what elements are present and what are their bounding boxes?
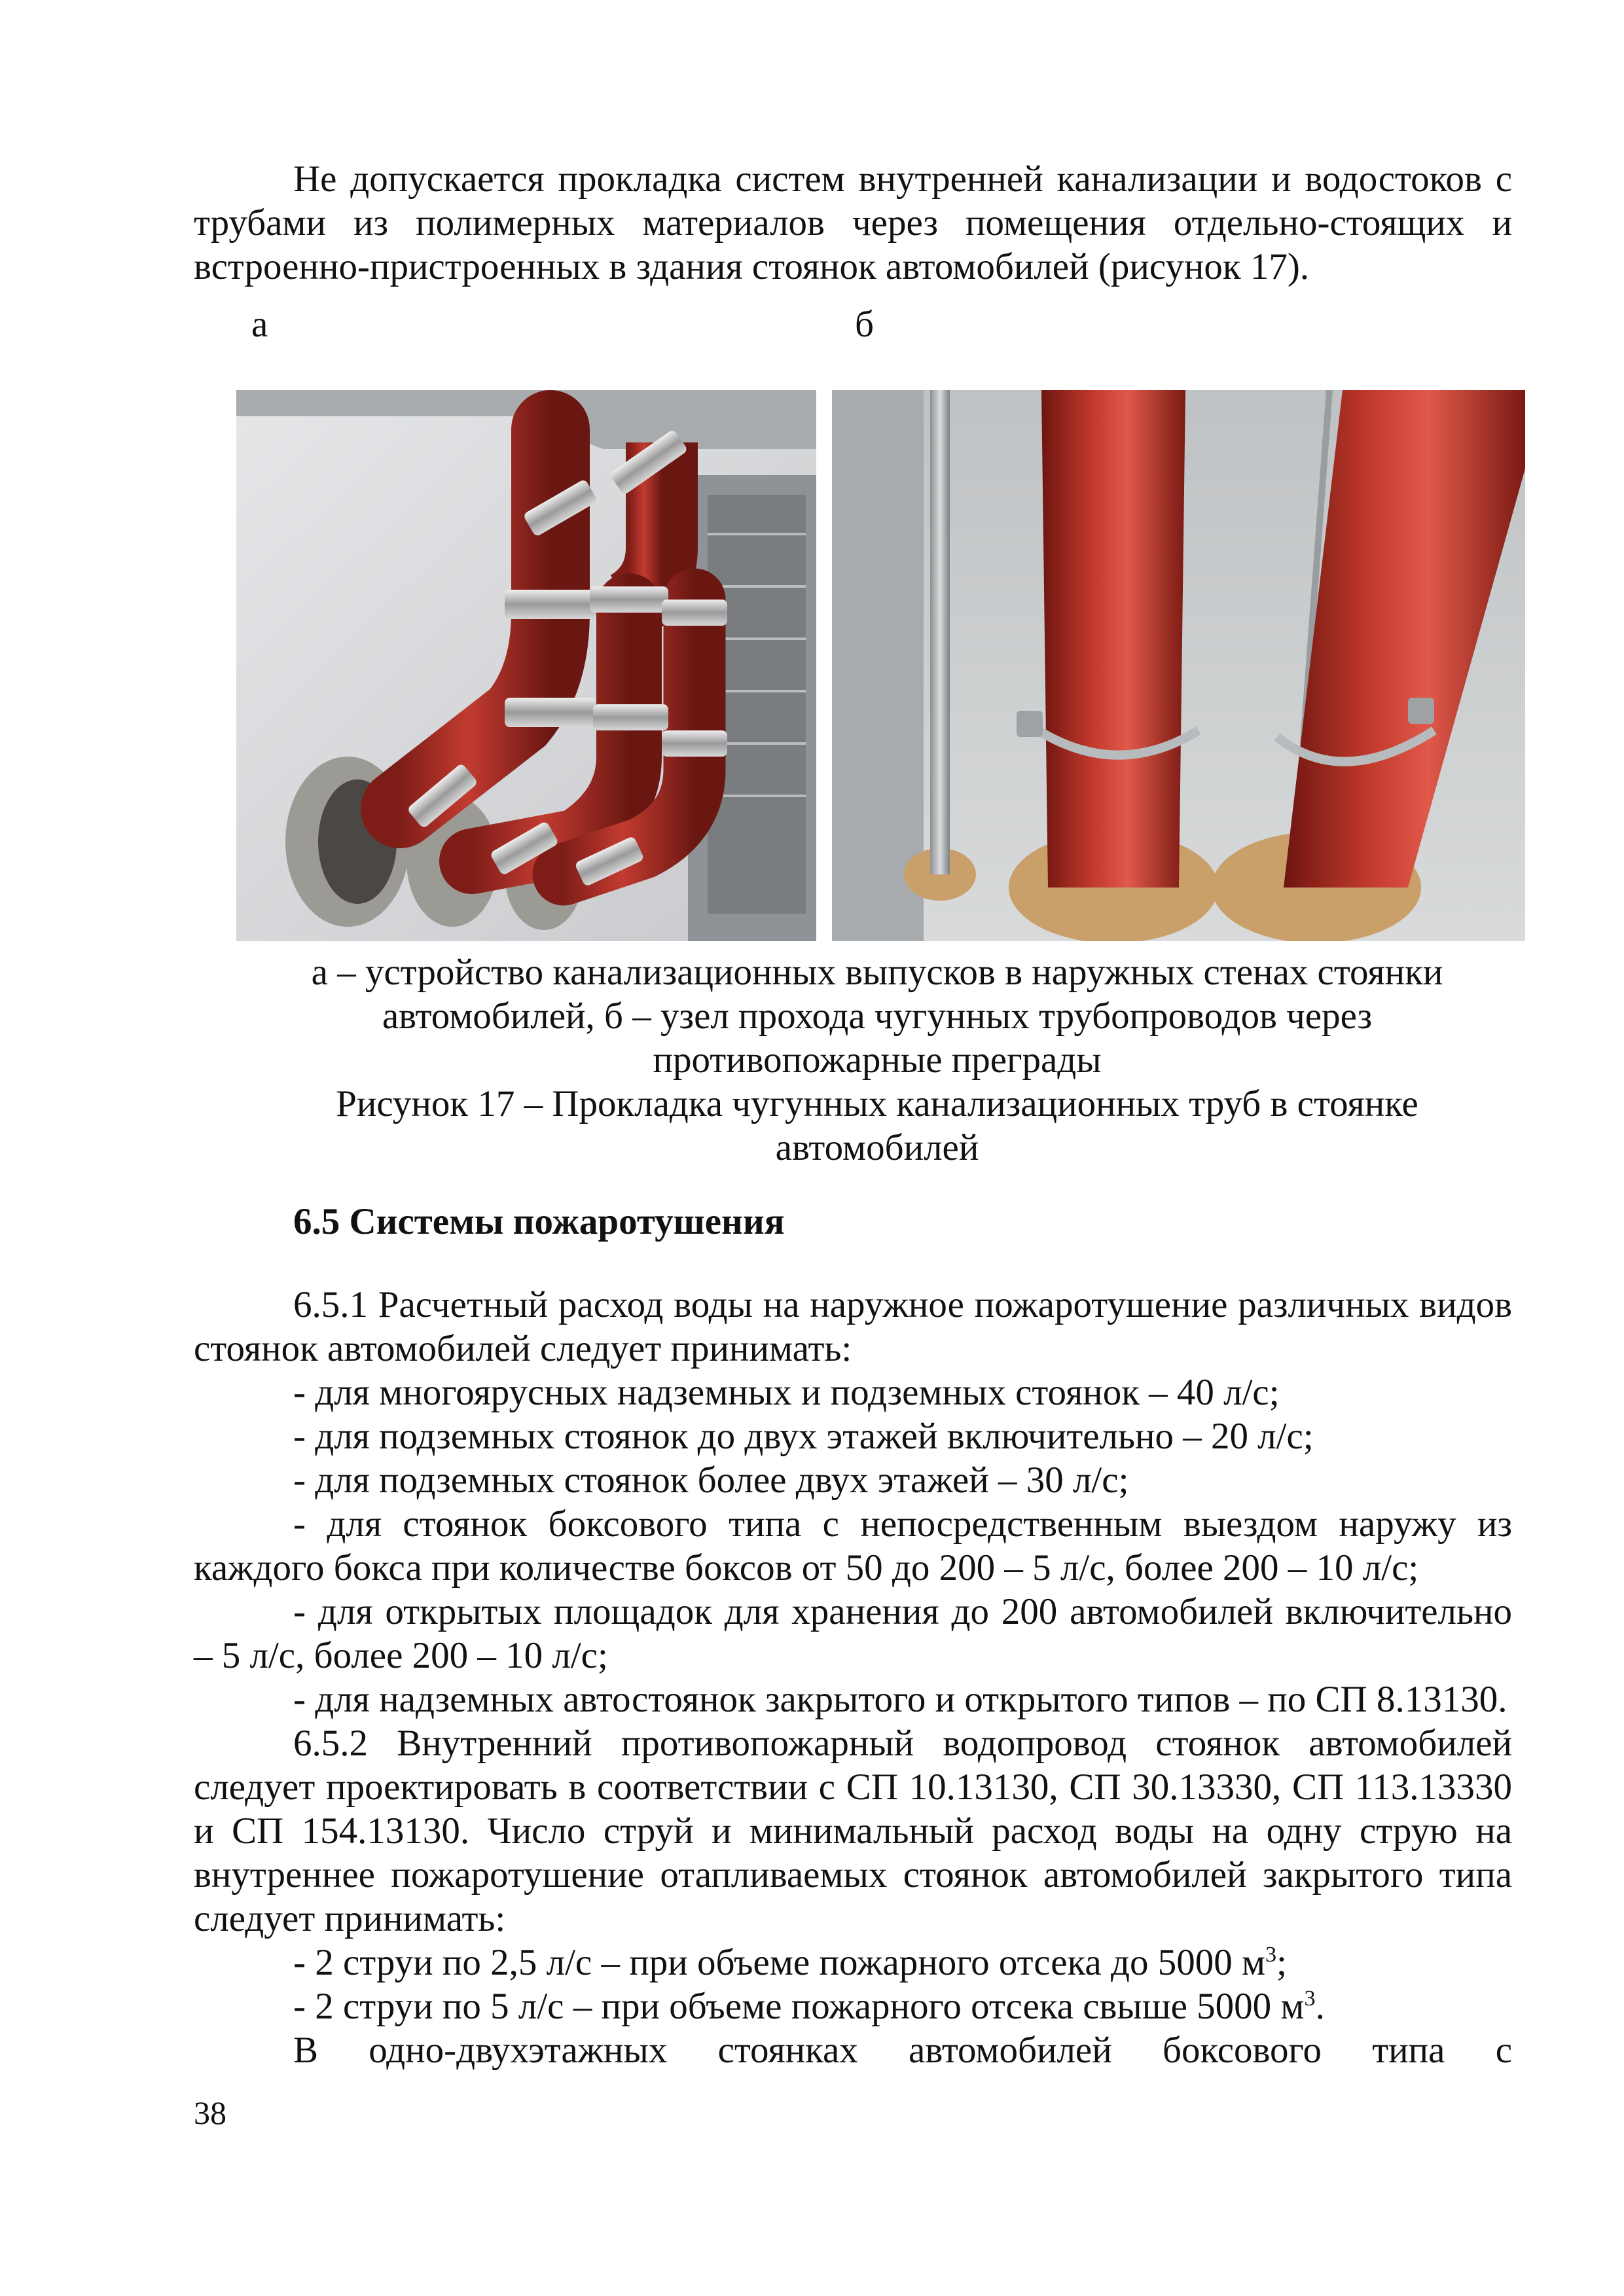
paragraph-6-5-1: 6.5.1 Расчетный расход воды на наружное пожаротушение различных видов стоянок автомобилей следует принимать: <box>194 1284 1512 1369</box>
photo-sewer-outlets <box>236 390 816 941</box>
list-item: - для подземных стоянок до двух этажей включительно – 20 л/с; <box>293 1416 1314 1457</box>
intro-paragraph: Не допускается прокладка систем внутренней канализации и водостоков с трубами из полимерных материалов через помещения отдельно-стоящих и встроенно-пристроенных в здания стоянок автомобилей (рисунок 17). <box>194 158 1512 287</box>
figure-label-a: а <box>251 304 268 345</box>
list-item: - для многоярусных надземных и подземных стоянок – 40 л/с; <box>293 1372 1280 1413</box>
list-item: - для подземных стоянок более двух этажей – 30 л/с; <box>293 1460 1129 1501</box>
paragraph-continuation: В одно-двухэтажных стоянках автомобилей боксового типа с <box>293 2030 1512 2071</box>
list-item: - для надземных автостоянок закрытого и открытого типов – по СП 8.13130. <box>293 1679 1507 1720</box>
figure-caption-title: Рисунок 17 – Прокладка чугунных канализационных труб в стоянке автомобилей <box>336 1083 1418 1168</box>
list-item: - для открытых площадок для хранения до 200 автомобилей включительно – 5 л/с, более 200 – 10 л/с; <box>194 1591 1512 1676</box>
figure-caption-parts: а – устройство канализационных выпусков в наружных стенах стоянки автомобилей, б – узел прохода чугунных трубопроводов через противопожарные преграды <box>311 952 1443 1081</box>
paragraph-6-5-2: 6.5.2 Внутренний противопожарный водопровод стоянок автомобилей следует проектировать в соответствии с СП 10.13130, СП 30.13330, СП 113.13330 и СП 154.13130. Число струй и минимальный расход воды на одну струю на внутреннее пожаротушение отапливаемых стоянок автомобилей закрытого типа следует принимать: <box>194 1723 1512 1939</box>
jet-item-2: - 2 струи по 5 л/с – при объеме пожарного отсека свыше 5000 $м^3$. <box>293 1986 1325 2027</box>
section-heading: 6.5 Системы пожаротушения <box>293 1201 785 1242</box>
jet-item-1: - 2 струи по 2,5 л/с – при объеме пожарного отсека до 5000 $м^3$; <box>293 1942 1287 1983</box>
intro-block <box>194 157 1512 289</box>
photo-pipe-penetrations <box>832 390 1525 941</box>
list-item: - для стоянок боксового типа с непосредственным выездом наружу из каждого бокса при количестве боксов от 50 до 200 – 5 л/с, более 200 – 10 л/с; <box>194 1503 1512 1588</box>
section-body <box>194 1283 1512 2072</box>
photo-sewer-outlets-drawing <box>236 390 816 941</box>
figure-caption <box>236 950 1519 1170</box>
photo-pipe-penetrations-drawing <box>832 390 1525 941</box>
page-number: 38 <box>194 2094 226 2131</box>
figure-label-b: б <box>855 304 875 345</box>
